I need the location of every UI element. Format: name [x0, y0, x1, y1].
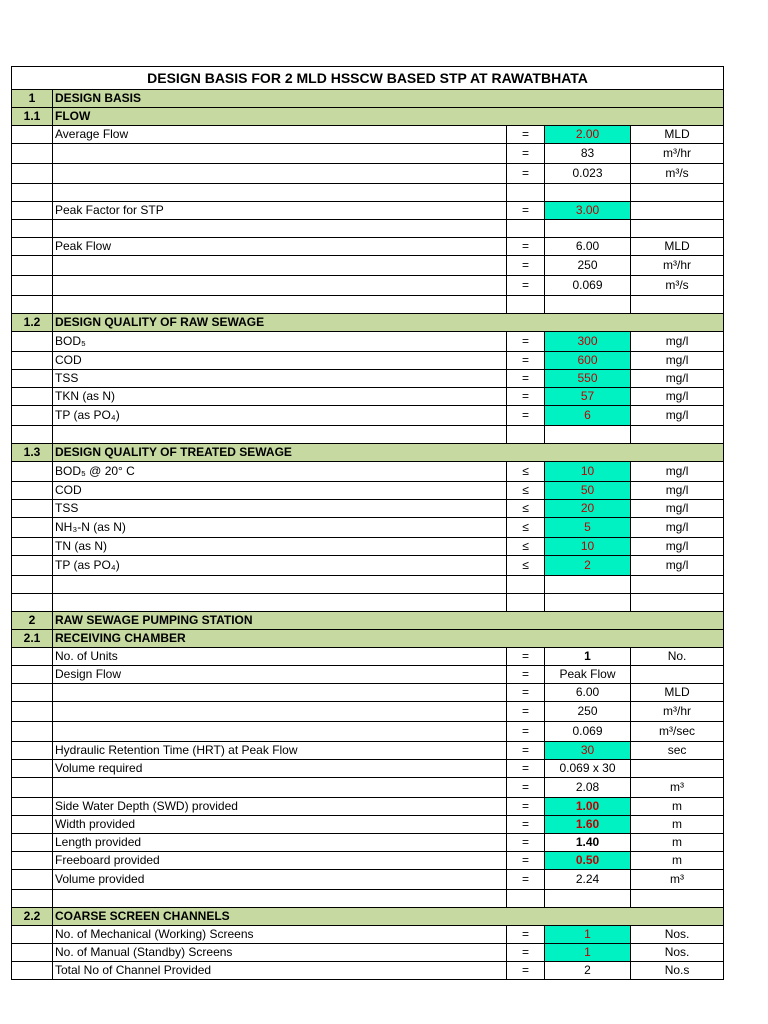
parameter-label: COD [53, 482, 507, 500]
relation-symbol: = [507, 760, 545, 778]
parameter-row [12, 834, 724, 852]
relation-symbol: = [507, 648, 545, 666]
section-number: 1.1 [12, 108, 53, 126]
parameter-label: TSS [53, 370, 507, 388]
parameter-row [12, 666, 724, 684]
unit-cell: mg/l [631, 406, 724, 426]
relation-symbol: ≤ [507, 538, 545, 556]
parameter-value: 1.40 [545, 834, 631, 852]
parameter-value: Peak Flow [545, 666, 631, 684]
relation-symbol: = [507, 702, 545, 722]
unit-cell: m [631, 852, 724, 870]
parameter-label [53, 296, 507, 314]
row-number-cell [12, 852, 53, 870]
parameter-label: BOD₅ [53, 332, 507, 352]
parameter-value: 1.60 [545, 816, 631, 834]
relation-symbol [507, 594, 545, 612]
unit-cell: mg/l [631, 556, 724, 576]
parameter-row [12, 852, 724, 870]
parameter-value: 50 [545, 482, 631, 500]
parameter-row [12, 870, 724, 890]
parameter-row [12, 202, 724, 220]
unit-cell: mg/l [631, 518, 724, 538]
unit-cell: m³/s [631, 276, 724, 296]
parameter-value: 0.023 [545, 164, 631, 184]
unit-cell: m³ [631, 870, 724, 890]
unit-cell: m³/hr [631, 702, 724, 722]
title-row [12, 67, 724, 90]
relation-symbol [507, 890, 545, 908]
parameter-value: 57 [545, 388, 631, 406]
relation-symbol: = [507, 722, 545, 742]
parameter-value: 550 [545, 370, 631, 388]
parameter-row [12, 890, 724, 908]
unit-cell [631, 890, 724, 908]
parameter-label: TN (as N) [53, 538, 507, 556]
parameter-value: 0.069 x 30 [545, 760, 631, 778]
parameter-value [545, 296, 631, 314]
parameter-row [12, 798, 724, 816]
section-header-row [12, 108, 724, 126]
parameter-label [53, 426, 507, 444]
row-number-cell [12, 426, 53, 444]
parameter-row [12, 144, 724, 164]
row-number-cell [12, 220, 53, 238]
unit-cell [631, 184, 724, 202]
unit-cell: m³/hr [631, 144, 724, 164]
parameter-row [12, 962, 724, 980]
parameter-label [53, 594, 507, 612]
unit-cell: m [631, 834, 724, 852]
unit-cell [631, 220, 724, 238]
parameter-row [12, 238, 724, 256]
row-number-cell [12, 164, 53, 184]
section-header-row [12, 444, 724, 462]
relation-symbol: = [507, 276, 545, 296]
parameter-label: No. of Mechanical (Working) Screens [53, 926, 507, 944]
relation-symbol: = [507, 126, 545, 144]
section-number: 2 [12, 612, 53, 630]
parameter-label: TP (as PO₄) [53, 556, 507, 576]
parameter-label: TP (as PO₄) [53, 406, 507, 426]
parameter-row [12, 722, 724, 742]
parameter-row [12, 256, 724, 276]
unit-cell: MLD [631, 126, 724, 144]
unit-cell: m³ [631, 778, 724, 798]
unit-cell: mg/l [631, 482, 724, 500]
parameter-value: 2 [545, 962, 631, 980]
unit-cell: mg/l [631, 538, 724, 556]
parameter-row [12, 184, 724, 202]
unit-cell: m³/sec [631, 722, 724, 742]
relation-symbol: = [507, 944, 545, 962]
relation-symbol: ≤ [507, 482, 545, 500]
relation-symbol [507, 426, 545, 444]
relation-symbol: = [507, 798, 545, 816]
row-number-cell [12, 482, 53, 500]
row-number-cell [12, 370, 53, 388]
parameter-label [53, 184, 507, 202]
parameter-row [12, 370, 724, 388]
row-number-cell [12, 760, 53, 778]
row-number-cell [12, 296, 53, 314]
row-number-cell [12, 834, 53, 852]
parameter-row [12, 944, 724, 962]
row-number-cell [12, 576, 53, 594]
row-number-cell [12, 648, 53, 666]
section-header-row [12, 612, 724, 630]
parameter-value: 300 [545, 332, 631, 352]
parameter-label: NH₃-N (as N) [53, 518, 507, 538]
parameter-value [545, 594, 631, 612]
parameter-value: 0.50 [545, 852, 631, 870]
parameter-value: 250 [545, 256, 631, 276]
row-number-cell [12, 332, 53, 352]
relation-symbol: = [507, 388, 545, 406]
relation-symbol: = [507, 816, 545, 834]
parameter-label: Side Water Depth (SWD) provided [53, 798, 507, 816]
parameter-row [12, 926, 724, 944]
parameter-value: 600 [545, 352, 631, 370]
row-number-cell [12, 926, 53, 944]
unit-cell: m [631, 816, 724, 834]
section-title: DESIGN BASIS [53, 90, 724, 108]
parameter-value: 2.00 [545, 126, 631, 144]
unit-cell: MLD [631, 684, 724, 702]
unit-cell: mg/l [631, 500, 724, 518]
relation-symbol: = [507, 742, 545, 760]
parameter-label: No. of Units [53, 648, 507, 666]
parameter-value [545, 426, 631, 444]
row-number-cell [12, 238, 53, 256]
relation-symbol: = [507, 406, 545, 426]
relation-symbol: = [507, 352, 545, 370]
unit-cell: m³/hr [631, 256, 724, 276]
row-number-cell [12, 276, 53, 296]
parameter-row [12, 352, 724, 370]
unit-cell: MLD [631, 238, 724, 256]
parameter-value: 0.069 [545, 722, 631, 742]
parameter-value: 5 [545, 518, 631, 538]
parameter-row [12, 778, 724, 798]
relation-symbol [507, 296, 545, 314]
parameter-value: 10 [545, 538, 631, 556]
relation-symbol: = [507, 870, 545, 890]
parameter-label: Width provided [53, 816, 507, 834]
parameter-value: 250 [545, 702, 631, 722]
unit-cell [631, 576, 724, 594]
parameter-row [12, 482, 724, 500]
section-number: 1.2 [12, 314, 53, 332]
parameter-row [12, 538, 724, 556]
row-number-cell [12, 538, 53, 556]
parameter-value: 2.24 [545, 870, 631, 890]
relation-symbol [507, 184, 545, 202]
row-number-cell [12, 352, 53, 370]
row-number-cell [12, 462, 53, 482]
parameter-value: 2.08 [545, 778, 631, 798]
parameter-label: Peak Flow [53, 238, 507, 256]
parameter-value [545, 890, 631, 908]
relation-symbol: = [507, 834, 545, 852]
page-title: DESIGN BASIS FOR 2 MLD HSSCW BASED STP AT RAWATBHATA [12, 67, 724, 90]
unit-cell: No. [631, 648, 724, 666]
row-number-cell [12, 962, 53, 980]
relation-symbol: ≤ [507, 518, 545, 538]
relation-symbol: ≤ [507, 462, 545, 482]
relation-symbol: = [507, 164, 545, 184]
parameter-row [12, 576, 724, 594]
row-number-cell [12, 702, 53, 722]
parameter-value: 30 [545, 742, 631, 760]
row-number-cell [12, 684, 53, 702]
parameter-label: COD [53, 352, 507, 370]
parameter-row [12, 816, 724, 834]
relation-symbol: = [507, 370, 545, 388]
relation-symbol: = [507, 684, 545, 702]
parameter-row [12, 648, 724, 666]
parameter-row [12, 556, 724, 576]
relation-symbol: = [507, 202, 545, 220]
unit-cell: mg/l [631, 388, 724, 406]
parameter-row [12, 742, 724, 760]
parameter-value: 1.00 [545, 798, 631, 816]
relation-symbol [507, 220, 545, 238]
relation-symbol: = [507, 962, 545, 980]
row-number-cell [12, 256, 53, 276]
parameter-value: 3.00 [545, 202, 631, 220]
section-title: FLOW [53, 108, 724, 126]
row-number-cell [12, 778, 53, 798]
section-number: 1.3 [12, 444, 53, 462]
row-number-cell [12, 556, 53, 576]
relation-symbol: = [507, 666, 545, 684]
unit-cell: mg/l [631, 462, 724, 482]
parameter-row [12, 594, 724, 612]
parameter-label [53, 164, 507, 184]
parameter-label [53, 144, 507, 164]
unit-cell: m³/s [631, 164, 724, 184]
section-number: 2.2 [12, 908, 53, 926]
parameter-label [53, 276, 507, 296]
parameter-row [12, 296, 724, 314]
parameter-label [53, 702, 507, 722]
unit-cell [631, 296, 724, 314]
parameter-row [12, 220, 724, 238]
section-header-row [12, 314, 724, 332]
parameter-value: 1 [545, 648, 631, 666]
relation-symbol: = [507, 256, 545, 276]
relation-symbol: = [507, 926, 545, 944]
parameter-label: Volume provided [53, 870, 507, 890]
parameter-label: Total No of Channel Provided [53, 962, 507, 980]
parameter-value: 20 [545, 500, 631, 518]
parameter-value: 83 [545, 144, 631, 164]
section-header-row [12, 630, 724, 648]
unit-cell [631, 666, 724, 684]
unit-cell: mg/l [631, 352, 724, 370]
unit-cell: Nos. [631, 926, 724, 944]
parameter-label: Freeboard provided [53, 852, 507, 870]
parameter-row [12, 760, 724, 778]
row-number-cell [12, 388, 53, 406]
parameter-label: TKN (as N) [53, 388, 507, 406]
row-number-cell [12, 126, 53, 144]
parameter-label: Average Flow [53, 126, 507, 144]
parameter-row [12, 406, 724, 426]
parameter-row [12, 702, 724, 722]
parameter-value: 0.069 [545, 276, 631, 296]
parameter-row [12, 500, 724, 518]
unit-cell [631, 760, 724, 778]
unit-cell: sec [631, 742, 724, 760]
section-title: RAW SEWAGE PUMPING STATION [53, 612, 724, 630]
row-number-cell [12, 202, 53, 220]
parameter-value: 10 [545, 462, 631, 482]
row-number-cell [12, 406, 53, 426]
parameter-row [12, 332, 724, 352]
section-header-row [12, 90, 724, 108]
parameter-label: BOD₅ @ 20° C [53, 462, 507, 482]
row-number-cell [12, 500, 53, 518]
unit-cell: Nos. [631, 944, 724, 962]
section-title: COARSE SCREEN CHANNELS [53, 908, 724, 926]
row-number-cell [12, 870, 53, 890]
row-number-cell [12, 816, 53, 834]
parameter-label: Peak Factor for STP [53, 202, 507, 220]
relation-symbol: ≤ [507, 500, 545, 518]
row-number-cell [12, 666, 53, 684]
unit-cell [631, 202, 724, 220]
parameter-value: 6.00 [545, 684, 631, 702]
parameter-label [53, 778, 507, 798]
parameter-value [545, 220, 631, 238]
relation-symbol [507, 576, 545, 594]
parameter-label [53, 890, 507, 908]
relation-symbol: = [507, 852, 545, 870]
section-title: DESIGN QUALITY OF TREATED SEWAGE [53, 444, 724, 462]
row-number-cell [12, 890, 53, 908]
parameter-value: 2 [545, 556, 631, 576]
parameter-row [12, 462, 724, 482]
parameter-value: 6.00 [545, 238, 631, 256]
relation-symbol: = [507, 778, 545, 798]
row-number-cell [12, 184, 53, 202]
relation-symbol: = [507, 144, 545, 164]
parameter-row [12, 684, 724, 702]
section-number: 1 [12, 90, 53, 108]
parameter-value: 1 [545, 944, 631, 962]
unit-cell: mg/l [631, 332, 724, 352]
parameter-label: No. of Manual (Standby) Screens [53, 944, 507, 962]
relation-symbol: = [507, 238, 545, 256]
unit-cell: m [631, 798, 724, 816]
parameter-value [545, 576, 631, 594]
parameter-label [53, 256, 507, 276]
unit-cell [631, 594, 724, 612]
parameter-label: Length provided [53, 834, 507, 852]
parameter-value [545, 184, 631, 202]
relation-symbol: = [507, 332, 545, 352]
row-number-cell [12, 518, 53, 538]
parameter-row [12, 518, 724, 538]
row-number-cell [12, 722, 53, 742]
parameter-row [12, 164, 724, 184]
section-title: DESIGN QUALITY OF RAW SEWAGE [53, 314, 724, 332]
section-header-row [12, 908, 724, 926]
parameter-row [12, 426, 724, 444]
relation-symbol: ≤ [507, 556, 545, 576]
parameter-label: Design Flow [53, 666, 507, 684]
row-number-cell [12, 798, 53, 816]
row-number-cell [12, 944, 53, 962]
parameter-label [53, 684, 507, 702]
parameter-value: 1 [545, 926, 631, 944]
row-number-cell [12, 144, 53, 164]
row-number-cell [12, 742, 53, 760]
parameter-label: TSS [53, 500, 507, 518]
section-title: RECEIVING CHAMBER [53, 630, 724, 648]
parameter-label [53, 722, 507, 742]
parameter-label: Hydraulic Retention Time (HRT) at Peak Flow [53, 742, 507, 760]
unit-cell: No.s [631, 962, 724, 980]
parameter-row [12, 126, 724, 144]
parameter-row [12, 276, 724, 296]
unit-cell: mg/l [631, 370, 724, 388]
parameter-value: 6 [545, 406, 631, 426]
design-basis-table [11, 66, 724, 980]
parameter-label [53, 220, 507, 238]
parameter-label: Volume required [53, 760, 507, 778]
section-number: 2.1 [12, 630, 53, 648]
parameter-row [12, 388, 724, 406]
unit-cell [631, 426, 724, 444]
parameter-label [53, 576, 507, 594]
row-number-cell [12, 594, 53, 612]
